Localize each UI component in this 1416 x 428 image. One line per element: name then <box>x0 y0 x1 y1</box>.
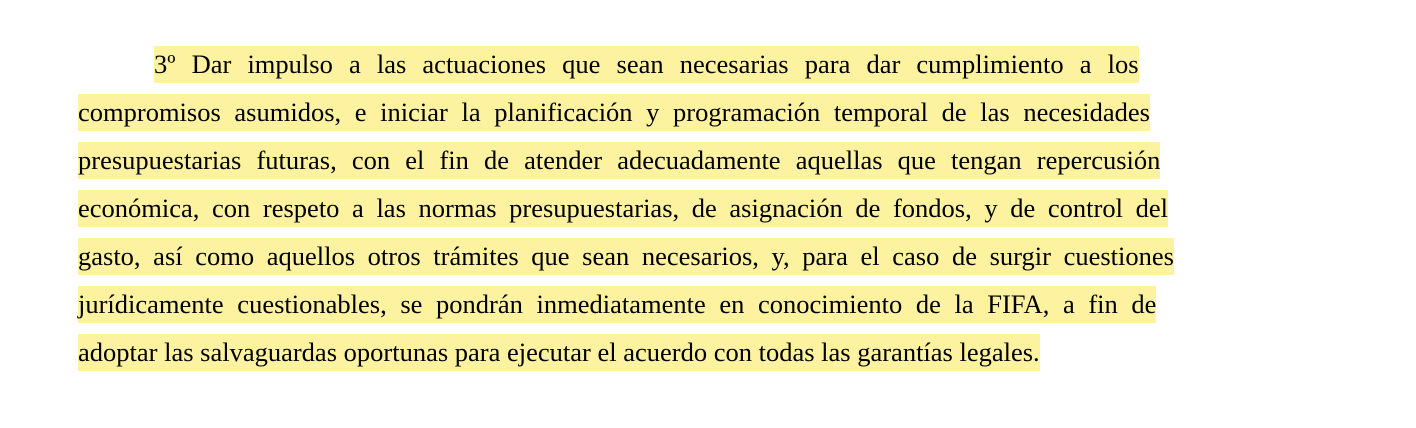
highlighted-text-line-4: económica, con respeto a las normas presupuestarias, de asignación de fondos, y de control del <box>78 190 1168 227</box>
highlighted-paragraph <box>78 40 1318 376</box>
paragraph-line <box>78 136 1318 184</box>
highlighted-text-line-7: adoptar las salvaguardas oportunas para ejecutar el acuerdo con todas las garantías legales. <box>78 334 1040 371</box>
highlighted-text-line-2: compromisos asumidos, e iniciar la planificación y programación temporal de las necesidades <box>78 94 1150 131</box>
paragraph-line <box>78 88 1318 136</box>
paragraph-line <box>78 328 1318 376</box>
paragraph-line <box>78 184 1318 232</box>
paragraph-line <box>78 40 1318 88</box>
highlighted-text-line-1: 3º Dar impulso a las actuaciones que sean necesarias para dar cumplimiento a los <box>154 46 1139 83</box>
highlighted-text-line-6: jurídicamente cuestionables, se pondrán inmediatamente en conocimiento de la FIFA, a fin de <box>78 286 1156 323</box>
paragraph-line <box>78 280 1318 328</box>
highlighted-text-line-3: presupuestarias futuras, con el fin de atender adecuadamente aquellas que tengan repercusión <box>78 142 1160 179</box>
paragraph-line <box>78 232 1318 280</box>
highlighted-text-line-5: gasto, así como aquellos otros trámites que sean necesarios, y, para el caso de surgir cuestiones <box>78 238 1174 275</box>
